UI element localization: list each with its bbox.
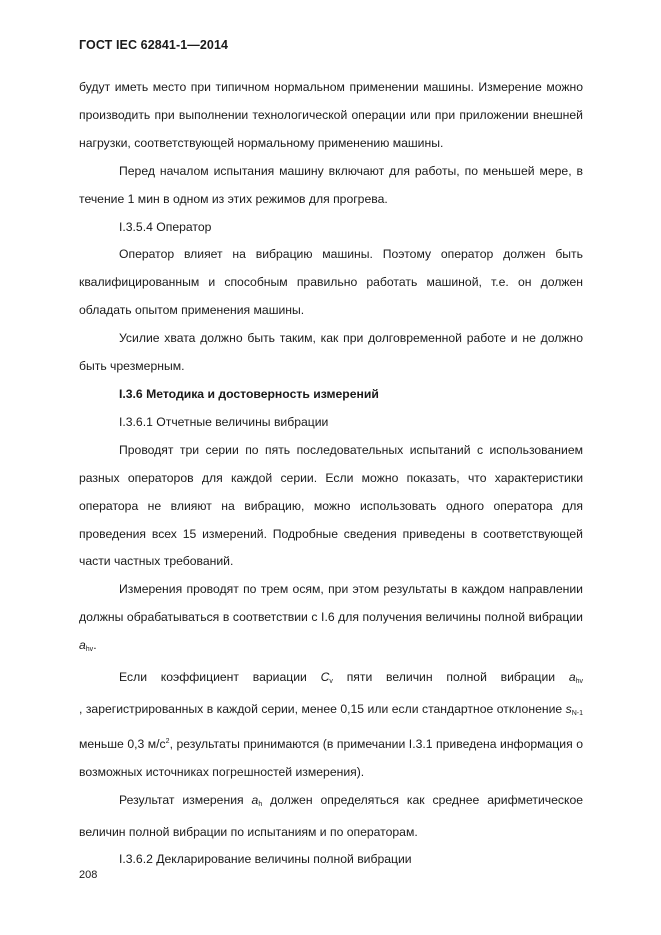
formula-sup-2: 2: [165, 737, 170, 745]
section-heading-reported-values: I.3.6.1 Отчетные величины вибрации: [119, 414, 329, 429]
result-text-1: Результат измерения: [119, 792, 244, 807]
formula-var-s: s: [565, 701, 572, 716]
variation-text-3: , зарегистрированных в каждой серии, менее 0,15 или если стандартное отклонение: [79, 701, 563, 716]
formula-var-a2: a: [568, 670, 576, 685]
three-axes-end: .: [93, 638, 97, 653]
variation-line-1: [79, 664, 583, 696]
formula-sub-hv2: hv: [575, 678, 584, 686]
variation-text-1: Если коэффициент вариации: [119, 670, 307, 685]
page-number: 208: [79, 869, 98, 881]
section-heading-declaration: I.3.6.2 Декларирование величины полной вибрации: [119, 852, 412, 867]
variation-text-2: пяти величин полной вибрации: [346, 670, 556, 685]
formula-sub-h: h: [258, 800, 263, 808]
paragraph-result: [79, 787, 583, 847]
three-axes-text: Измерения проводят по трем осям, при этом результаты в каждом направлении должны обрабатываться в соответствии с I.6 для получения величины полной вибрации: [79, 582, 583, 625]
formula-var-a: a: [79, 638, 86, 653]
document-header: ГОСТ IEC 62841-1—2014: [79, 38, 229, 52]
paragraph-continuation: будут иметь место при типичном нормальном применении машины. Измерение можно производить при выполнении технологической операции или при приложении внешней нагрузки, соответствующей нормальному применению машины.: [79, 80, 583, 150]
formula-sub-hv: hv: [85, 646, 94, 654]
section-heading-methodology: I.3.6 Методика и достоверность измерений: [119, 386, 379, 401]
section-heading-operator: I.3.5.4 Оператор: [119, 219, 212, 234]
paragraph-test-series: Проводят три серии по пять последовательных испытаний с использованием разных операторов для каждой серии. Если можно показать, что характеристики оператора не влияют на вибрацию, можно использовать одного оператора для проведения всех 15 измерений. Подробные сведения приведены в соответствующей части частных требований.: [79, 442, 583, 569]
paragraph-operator: Оператор влияет на вибрацию машины. Поэтому оператор должен быть квалифицированным и способным правильно работать машиной, т.е. он должен обладать опытом применения машины.: [79, 247, 583, 318]
result-text-2: должен определяться как среднее арифметическое величин полной вибрации по испытаниям и по операторам.: [79, 792, 584, 839]
formula-var-ah: a: [251, 792, 259, 807]
body-text: [79, 74, 583, 874]
formula-sub-v: v: [329, 678, 333, 686]
paragraph-warmup: Перед началом испытания машину включают для работы, по меньшей мере, в течение 1 мин в одном из этих режимов для прогрева.: [79, 163, 583, 206]
formula-var-c: C: [320, 670, 330, 685]
formula-sub-n1: N-1: [571, 709, 584, 717]
paragraph-variation-coefficient: [79, 664, 583, 787]
variation-text-5: , результаты принимаются (в примечании I.3.1 приведена информация о возможных источниках погрешностей измерения).: [79, 736, 583, 779]
paragraph-three-axes: [79, 576, 583, 664]
variation-text-4: меньше 0,3 м/с: [79, 736, 166, 751]
paragraph-grip-force: Усилие хвата должно быть таким, как при долговременной работе и не должно быть чрезмерным.: [79, 331, 583, 374]
